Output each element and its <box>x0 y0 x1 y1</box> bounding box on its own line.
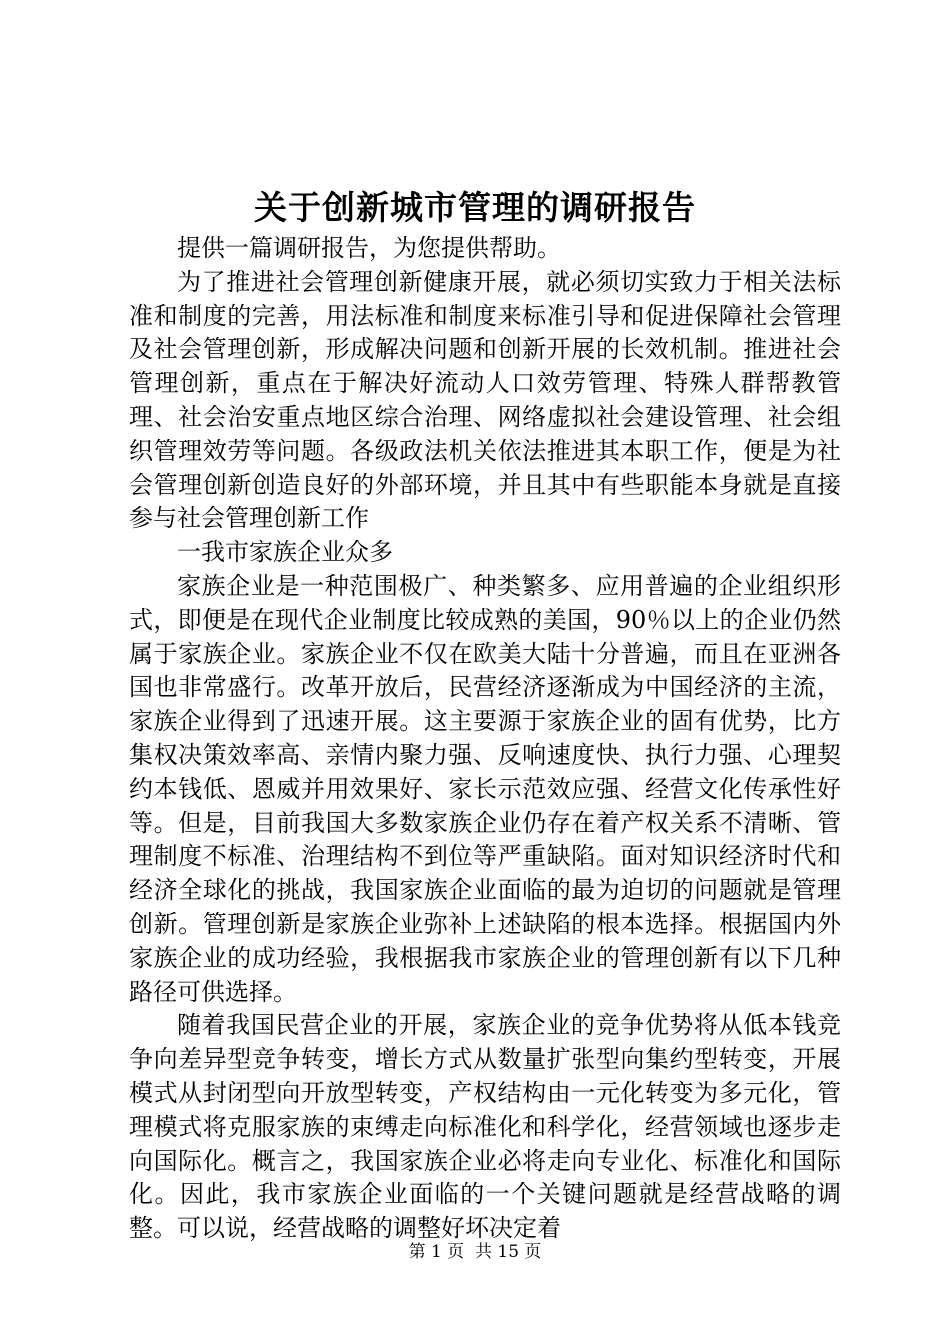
intro-paragraph: 提供一篇调研报告，为您提供帮助。 <box>177 234 561 262</box>
section-heading: 一我市家族企业众多 <box>177 538 393 567</box>
body-paragraph: 家族企业是一种范围极广、种类繁多、应用普遍的企业组织形式，即便是在现代企业制度比较成熟的美国，90％以上的企业仍然属于家族企业。家族企业不仅在欧美大陆十分普遍，而且在亚洲各国也非常盛行。改革开放后，民营经济逐渐成为中国经济的主流，家族企业得到了迅速开展。这主要源于家族企业的固有优势，比方集权决策效率高、亲情内聚力强、反响速度快、执行力强、心理契约本钱低、恩威并用效果好、家长示范效应强、经营文化传承性好等。但是，目前我国大多数家族企业仍存在着产权关系不清晰、管理制度不标准、治理结构不到位等严重缺陷。面对知识经济时代和经济全球化的挑战，我国家族企业面临的最为迫切的问题就是管理创新。管理创新是家族企业弥补上述缺陷的根本选择。根据国内外家族企业的成功经验，我根据我市家族企业的管理创新有以下几种路径可供选择。 <box>129 571 841 1006</box>
document-body <box>129 232 841 1246</box>
page-number-footer: 第 1 页 共 15 页 <box>408 1242 542 1262</box>
body-paragraph: 随着我国民营企业的开展，家族企业的竞争优势将从低本钱竞争向差异型竞争转变，增长方式从数量扩张型向集约型转变，开展模式从封闭型向开放型转变，产权结构由一元化转变为多元化，管理模式将克服家族的束缚走向标准化和科学化，经营领域也逐步走向国际化。概言之，我国家族企业必将走向专业化、标准化和国际化。因此，我市家族企业面临的一个关键问题就是经营战略的调整。可以说，经营战略的调整好坏决定着 <box>129 1011 841 1243</box>
document-title: 关于创新城市管理的调研报告 <box>254 188 696 227</box>
body-paragraph: 为了推进社会管理创新健康开展，就必须切实致力于相关法标准和制度的完善，用法标准和制度来标准引导和促进保障社会管理及社会管理创新，形成解决问题和创新开展的长效机制。推进社会管理创新，重点在于解决好流动人口效劳管理、特殊人群帮教管理、社会治安重点地区综合治理、网络虚拟社会建设管理、社会组织管理效劳等问题。各级政法机关依法推进其本职工作，便是为社会管理创新创造良好的外部环境，并且其中有些职能本身就是直接参与社会管理创新工作 <box>129 267 841 533</box>
